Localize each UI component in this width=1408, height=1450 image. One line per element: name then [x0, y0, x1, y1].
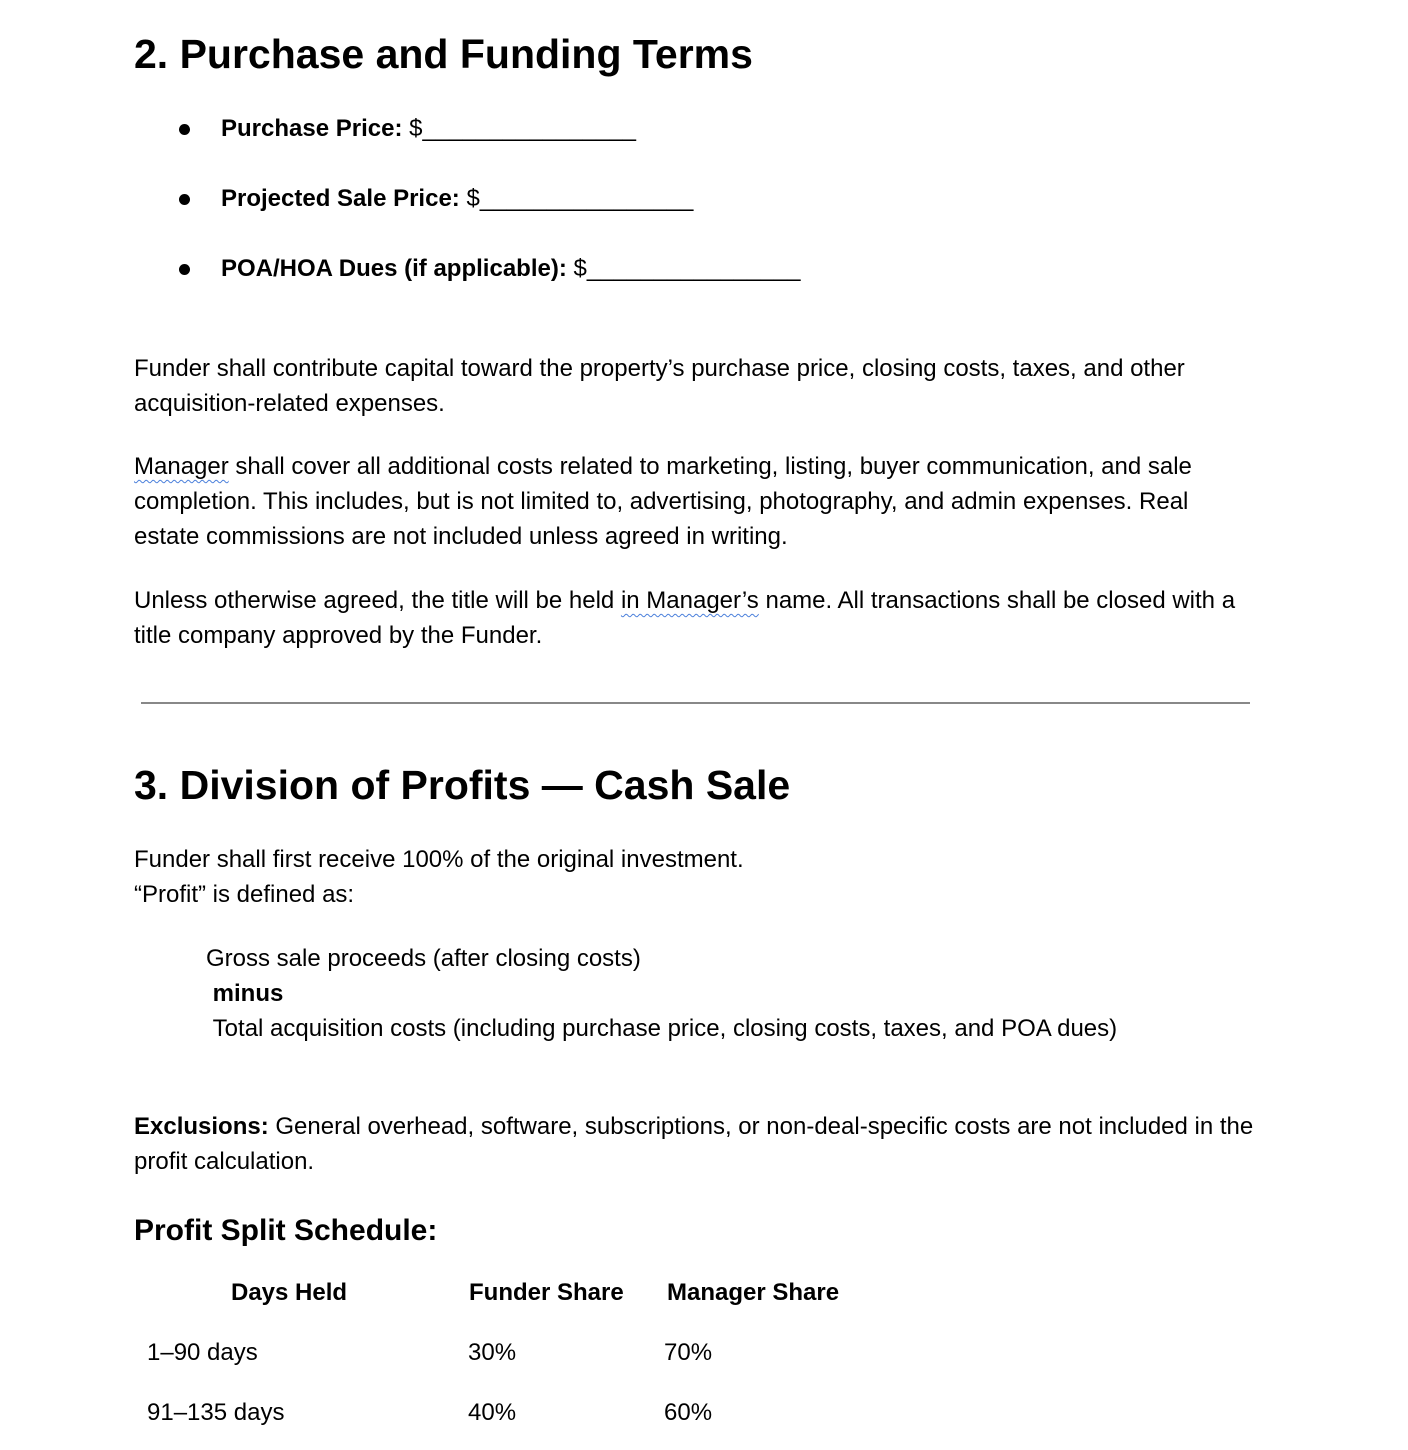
currency-symbol: $ [466, 185, 480, 212]
horizontal-divider [141, 702, 1250, 704]
exclusions-paragraph: Exclusions: General overhead, software, subscriptions, or non-deal-specific costs are not included in the profit calculation. [134, 1113, 1254, 1175]
cell-funder-share: 40% [468, 1399, 517, 1426]
title-holding-paragraph: Unless otherwise agreed, the title will be held in Manager’s name. All transactions shall be closed with a title company approved by the Funder. [134, 587, 1236, 649]
column-header-funder-share: Funder Share [469, 1279, 624, 1306]
blank-field[interactable]: ________________ [479, 185, 694, 212]
field-label: Purchase Price: [221, 115, 403, 142]
bullet-icon [179, 194, 190, 205]
profit-definition-block [206, 941, 1166, 1046]
manager-costs-paragraph: Manager shall cover all additional costs related to marketing, listing, buyer communication, and sale completion. This includes, but is not limited to, advertising, photography, and admin expenses. Real estate commissions are not included unless agreed in writing. [134, 453, 1192, 550]
cell-manager-share: 70% [664, 1339, 713, 1366]
blank-field[interactable]: ________________ [586, 255, 801, 282]
cell-days-held: 1–90 days [147, 1339, 258, 1366]
profit-split-heading: Profit Split Schedule: [134, 1214, 438, 1247]
section-3-heading: 3. Division of Profits — Cash Sale [134, 762, 791, 808]
cell-funder-share: 30% [468, 1339, 517, 1366]
definition-operator: minus [206, 980, 284, 1007]
bullet-icon [179, 124, 190, 135]
funder-contribution-paragraph: Funder shall contribute capital toward the property’s purchase price, closing costs, taxes, and other acquisition-related expenses. [134, 355, 1185, 417]
exclusions-label: Exclusions: [134, 1113, 269, 1140]
currency-symbol: $ [409, 115, 423, 142]
field-label: POA/HOA Dues (if applicable): [221, 255, 567, 282]
bullet-icon [179, 264, 190, 275]
column-header-manager-share: Manager Share [667, 1279, 840, 1306]
currency-symbol: $ [573, 255, 587, 282]
definition-gross-proceeds: Gross sale proceeds (after closing costs) [206, 945, 641, 972]
profit-intro-paragraph: Funder shall first receive 100% of the original investment. “Profit” is defined as: [134, 846, 744, 908]
column-header-days-held: Days Held [231, 1279, 348, 1306]
section-2-heading: 2. Purchase and Funding Terms [134, 31, 753, 77]
spellcheck-flagged-word[interactable]: in Manager’s [620, 587, 759, 614]
spellcheck-flagged-word[interactable]: Manager [134, 453, 229, 480]
definition-acquisition-costs: Total acquisition costs (including purchase price, closing costs, taxes, and POA dues) [206, 1015, 1118, 1042]
cell-manager-share: 60% [664, 1399, 713, 1426]
field-label: Projected Sale Price: [221, 185, 460, 212]
blank-field[interactable]: ________________ [422, 115, 637, 142]
cell-days-held: 91–135 days [147, 1399, 285, 1426]
